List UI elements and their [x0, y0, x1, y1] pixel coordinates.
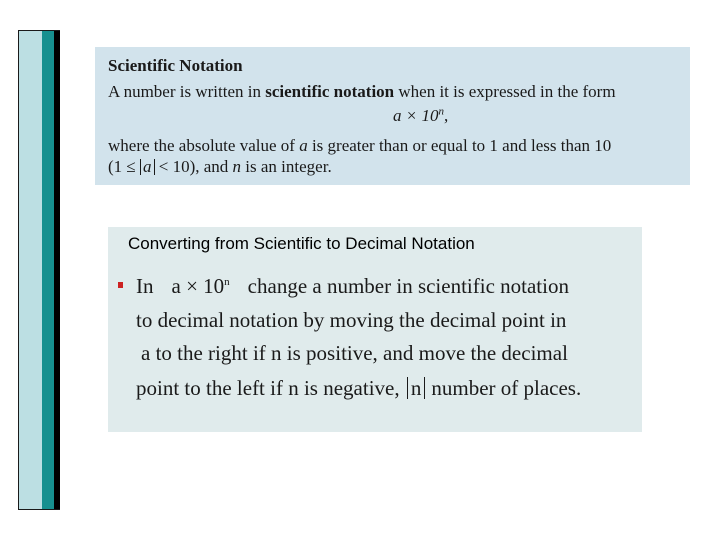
abs-value-a — [140, 159, 155, 175]
formula-base: a × 10 — [393, 106, 439, 125]
conversion-box — [108, 227, 642, 432]
conversion-line-4-tail: number of places. — [431, 376, 582, 400]
definition-line-3 — [108, 157, 332, 177]
variable-n: n — [232, 157, 242, 176]
abs-value-n — [407, 377, 426, 399]
conversion-line-4 — [136, 376, 581, 401]
conversion-line-1 — [136, 274, 569, 299]
definition-term: scientific notation — [265, 82, 395, 101]
definition-formula — [393, 106, 448, 126]
conversion-heading: Converting from Scientific to Decimal Notation — [128, 234, 475, 253]
conversion-formula-base: a × 10 — [171, 274, 225, 298]
definition-line-1-text: A number is written in — [108, 82, 266, 101]
formula-tail: , — [443, 106, 449, 125]
bullet-icon — [118, 282, 123, 288]
definition-line-3-tail: is an integer. — [241, 157, 332, 176]
left-decor-teal-bar — [42, 31, 54, 509]
left-decor-light-bar — [19, 31, 42, 509]
left-decor-black-bar — [54, 31, 60, 509]
definition-line-2-text: where the absolute value of — [108, 136, 300, 155]
definition-line-2 — [108, 136, 611, 156]
definition-line-1-tail: when it is expressed in the form — [394, 82, 616, 101]
conversion-line-4-text: point to the left if n is negative, — [136, 376, 400, 400]
variable-a: a — [299, 136, 308, 155]
definition-box — [95, 47, 690, 185]
conversion-formula — [172, 274, 230, 298]
formula-exponent: n — [438, 105, 444, 118]
abs-a-var: a — [143, 157, 152, 176]
definition-line-2-tail: is greater than or equal to 1 and less than 10 — [307, 136, 612, 155]
conversion-line-1-text: change a number in scientific notation — [247, 274, 569, 298]
definition-line-1 — [108, 82, 616, 102]
conversion-line-3: a to the right if n is positive, and move the decimal — [141, 341, 568, 365]
conversion-line-2: to decimal notation by moving the decimal point in — [136, 308, 567, 332]
definition-line-3-mid: < 10), and — [154, 157, 233, 176]
conversion-formula-exponent: n — [224, 276, 230, 288]
conversion-line-1-in: In — [136, 274, 154, 298]
abs-n-var: n — [410, 376, 422, 400]
definition-line-3-text: (1 ≤ — [108, 157, 140, 176]
definition-title: Scientific Notation — [108, 56, 243, 75]
